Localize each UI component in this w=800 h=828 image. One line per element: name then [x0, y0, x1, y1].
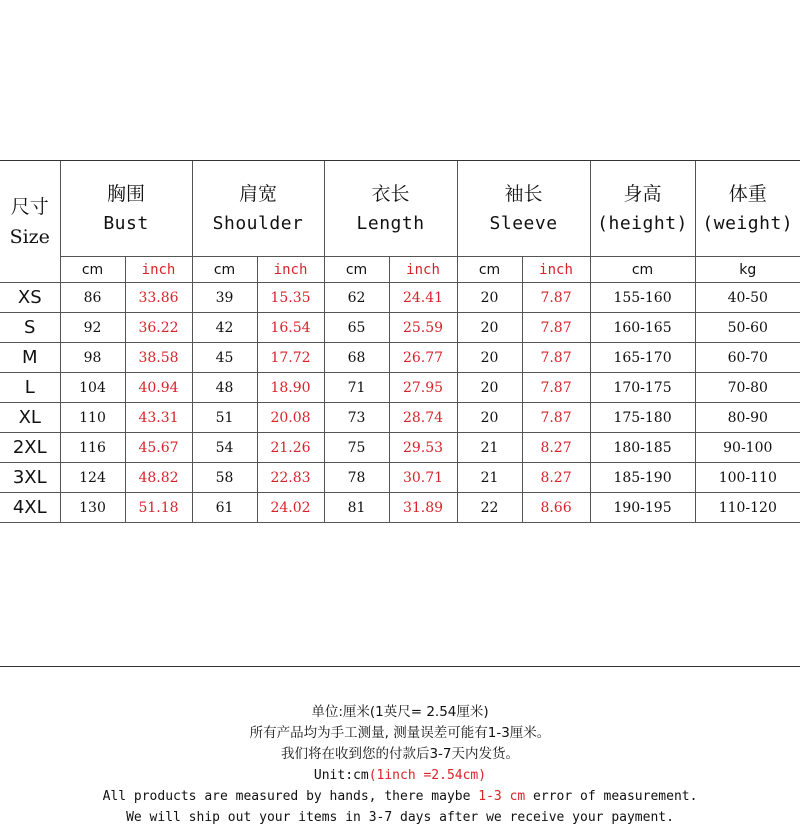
note-en-measure-red: 1-3 cm: [478, 789, 526, 804]
length-cm-cell: 62: [324, 283, 389, 313]
unit-kg: kg: [695, 257, 800, 283]
shoulder-inch-cell: 18.90: [257, 373, 324, 403]
length-inch-cell: 31.89: [389, 493, 457, 523]
note-cn-unit: 单位:厘米(1英尺= 2.54厘米): [311, 704, 489, 720]
header-row: [0, 161, 800, 257]
length-cm-cell: 65: [324, 313, 389, 343]
weight-cell: 50-60: [695, 313, 800, 343]
height-header-en: (height): [597, 212, 688, 234]
unit-row: [0, 257, 800, 283]
unit-inch: inch: [257, 257, 324, 283]
note-cn-ship: 我们将在收到您的付款后3-7天内发货。: [280, 746, 520, 762]
sleeve-inch-cell: 7.87: [522, 313, 590, 343]
sleeve-cm-cell: 20: [457, 343, 522, 373]
size-cell: M: [0, 343, 60, 373]
length-header-cell: [324, 161, 457, 257]
sleeve-cm-cell: 22: [457, 493, 522, 523]
shoulder-cm-cell: 42: [192, 313, 257, 343]
sleeve-cm-cell: 21: [457, 433, 522, 463]
shoulder-header-en: Shoulder: [212, 212, 304, 234]
table-row: [0, 313, 800, 343]
length-cm-cell: 68: [324, 343, 389, 373]
length-inch-cell: 24.41: [389, 283, 457, 313]
shoulder-inch-cell: 24.02: [257, 493, 324, 523]
height-cell: 155-160: [590, 283, 695, 313]
shoulder-inch-cell: 21.26: [257, 433, 324, 463]
bust-inch-cell: 48.82: [125, 463, 192, 493]
bust-cm-cell: 104: [60, 373, 125, 403]
weight-cell: 60-70: [695, 343, 800, 373]
size-header-cn: 尺寸: [10, 195, 49, 218]
weight-header-cell: [695, 161, 800, 257]
sleeve-cm-cell: 21: [457, 463, 522, 493]
sleeve-inch-cell: 7.87: [522, 373, 590, 403]
unit-cm: cm: [324, 257, 389, 283]
shoulder-cm-cell: 45: [192, 343, 257, 373]
notes: [0, 702, 800, 828]
length-inch-cell: 27.95: [389, 373, 457, 403]
bust-cm-cell: 86: [60, 283, 125, 313]
size-header-cell: [0, 161, 60, 283]
length-inch-cell: 29.53: [389, 433, 457, 463]
sleeve-cm-cell: 20: [457, 403, 522, 433]
length-inch-cell: 30.71: [389, 463, 457, 493]
sleeve-inch-cell: 8.27: [522, 463, 590, 493]
height-cell: 185-190: [590, 463, 695, 493]
unit-cm: cm: [590, 257, 695, 283]
unit-inch: inch: [522, 257, 590, 283]
weight-cell: 80-90: [695, 403, 800, 433]
shoulder-cm-cell: 61: [192, 493, 257, 523]
shoulder-inch-cell: 15.35: [257, 283, 324, 313]
height-cell: 160-165: [590, 313, 695, 343]
bust-header-en: Bust: [103, 212, 149, 234]
shoulder-cm-cell: 48: [192, 373, 257, 403]
note-en-unit-red: (1inch =2.54cm): [368, 768, 487, 783]
note-en-measure-suffix: error of measurement.: [525, 789, 698, 804]
table-row: [0, 463, 800, 493]
note-en-measure: [0, 786, 800, 807]
shoulder-inch-cell: 16.54: [257, 313, 324, 343]
bust-inch-cell: 36.22: [125, 313, 192, 343]
shoulder-inch-cell: 22.83: [257, 463, 324, 493]
shoulder-cm-cell: 51: [192, 403, 257, 433]
length-cm-cell: 78: [324, 463, 389, 493]
bust-inch-cell: 38.58: [125, 343, 192, 373]
size-cell: 2XL: [0, 433, 60, 463]
unit-cm: cm: [60, 257, 125, 283]
shoulder-header-cn: 肩宽: [239, 182, 278, 205]
unit-cm: cm: [192, 257, 257, 283]
data-body: [0, 283, 800, 523]
height-cell: 180-185: [590, 433, 695, 463]
sleeve-cm-cell: 20: [457, 283, 522, 313]
note-en-measure-prefix: All products are measured by hands, there maybe: [102, 789, 479, 804]
height-cell: 165-170: [590, 343, 695, 373]
size-cell: S: [0, 313, 60, 343]
bust-cm-cell: 98: [60, 343, 125, 373]
bust-inch-cell: 33.86: [125, 283, 192, 313]
bust-inch-cell: 43.31: [125, 403, 192, 433]
length-cm-cell: 71: [324, 373, 389, 403]
sleeve-header-cell: [457, 161, 590, 257]
sleeve-inch-cell: 7.87: [522, 403, 590, 433]
weight-cell: 100-110: [695, 463, 800, 493]
unit-inch: inch: [389, 257, 457, 283]
sleeve-inch-cell: 7.87: [522, 283, 590, 313]
sleeve-cm-cell: 20: [457, 313, 522, 343]
bust-inch-cell: 51.18: [125, 493, 192, 523]
bust-header-cell: [60, 161, 192, 257]
length-cm-cell: 73: [324, 403, 389, 433]
note-en-ship: We will ship out your items in 3-7 days after we receive your payment.: [126, 810, 674, 825]
length-inch-cell: 25.59: [389, 313, 457, 343]
table-row: [0, 403, 800, 433]
size-cell: 4XL: [0, 493, 60, 523]
bust-inch-cell: 45.67: [125, 433, 192, 463]
weight-cell: 70-80: [695, 373, 800, 403]
shoulder-inch-cell: 17.72: [257, 343, 324, 373]
bust-cm-cell: 116: [60, 433, 125, 463]
shoulder-cm-cell: 39: [192, 283, 257, 313]
height-cell: 175-180: [590, 403, 695, 433]
length-inch-cell: 28.74: [389, 403, 457, 433]
table-row: [0, 343, 800, 373]
table-row: [0, 433, 800, 463]
note-en-unit: [0, 765, 800, 786]
size-cell: XS: [0, 283, 60, 313]
height-cell: 190-195: [590, 493, 695, 523]
sleeve-inch-cell: 8.27: [522, 433, 590, 463]
weight-cell: 90-100: [695, 433, 800, 463]
shoulder-cm-cell: 58: [192, 463, 257, 493]
size-header-en: Size: [9, 225, 50, 248]
size-chart: [0, 160, 800, 825]
table-row: [0, 283, 800, 313]
shoulder-cm-cell: 54: [192, 433, 257, 463]
height-cell: 170-175: [590, 373, 695, 403]
length-inch-cell: 26.77: [389, 343, 457, 373]
shoulder-inch-cell: 20.08: [257, 403, 324, 433]
shoulder-header-cell: [192, 161, 324, 257]
length-cm-cell: 81: [324, 493, 389, 523]
length-cm-cell: 75: [324, 433, 389, 463]
length-header-en: Length: [356, 212, 425, 234]
height-header-cell: [590, 161, 695, 257]
size-cell: XL: [0, 403, 60, 433]
weight-cell: 110-120: [695, 493, 800, 523]
sleeve-header-cn: 袖长: [504, 182, 543, 205]
bust-cm-cell: 110: [60, 403, 125, 433]
table-row: [0, 493, 800, 523]
note-en-unit-prefix: Unit:cm: [313, 768, 369, 783]
bust-header-cn: 胸围: [107, 182, 146, 205]
bust-inch-cell: 40.94: [125, 373, 192, 403]
bust-cm-cell: 130: [60, 493, 125, 523]
height-header-cn: 身高: [623, 182, 662, 205]
weight-cell: 40-50: [695, 283, 800, 313]
size-table: [0, 161, 800, 523]
sleeve-cm-cell: 20: [457, 373, 522, 403]
weight-header-en: (weight): [702, 212, 794, 234]
length-header-cn: 衣长: [371, 182, 410, 205]
size-cell: 3XL: [0, 463, 60, 493]
sleeve-inch-cell: 7.87: [522, 343, 590, 373]
bust-cm-cell: 92: [60, 313, 125, 343]
table-row: [0, 373, 800, 403]
unit-inch: inch: [125, 257, 192, 283]
sleeve-inch-cell: 8.66: [522, 493, 590, 523]
sleeve-header-en: Sleeve: [489, 212, 558, 234]
weight-header-cn: 体重: [728, 182, 767, 205]
note-cn-measure: 所有产品均为手工测量, 测量误差可能有1-3厘米。: [249, 725, 551, 741]
unit-cm: cm: [457, 257, 522, 283]
size-cell: L: [0, 373, 60, 403]
bust-cm-cell: 124: [60, 463, 125, 493]
